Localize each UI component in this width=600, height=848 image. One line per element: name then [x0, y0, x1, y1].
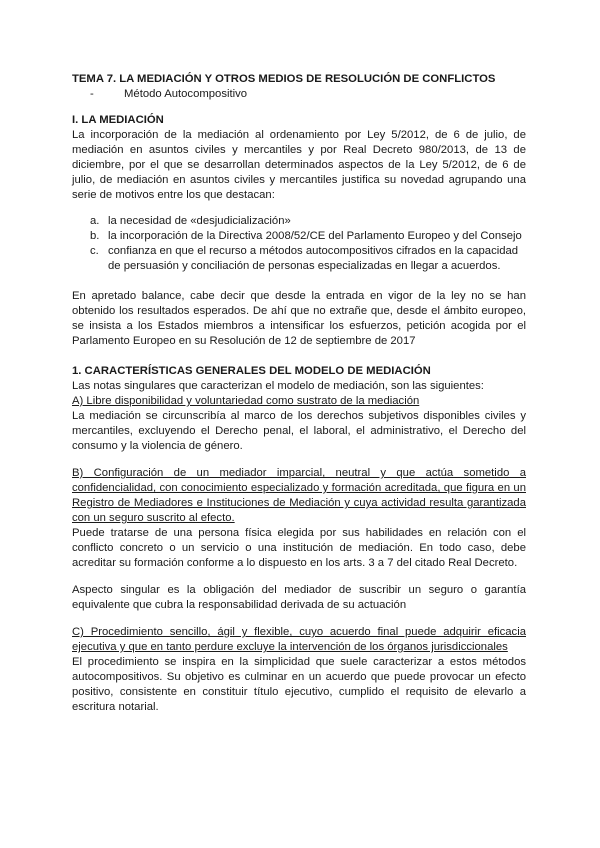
list-marker: b. — [90, 230, 100, 242]
paragraph-balance: En apretado balance, cabe decir que desde la entrada en vigor de la ley no se han obtenido los resultados esperados. De ahí que no extrañe que, desde el ámbito europeo, se insista a los Estados miembros a intensificar los esfuerzos, petición acogida por el Parlamento Europeo en su Resolución de 12 de septiembre de 2017 — [72, 290, 526, 347]
paragraph-notas: Las notas singulares que caracterizan el modelo de mediación, son las siguientes: — [72, 380, 484, 392]
subtitle-item — [90, 87, 526, 102]
list-item — [90, 229, 526, 244]
paragraph-c: El procedimiento se inspira en la simplicidad que suele caracterizar a estos métodos autocompositivos. Su objetivo es culminar en un acuerdo que puede provocar un efecto positivo, consistente en constituir título ejecutivo, cumplido el requisito de elevarlo a escritura notarial. — [72, 656, 526, 713]
document-page — [72, 72, 526, 715]
subheading-c: C) Procedimiento sencillo, ágil y flexible, cuyo acuerdo final puede adquirir eficacia ejecutiva y que en tanto perdure excluye la intervención de los órganos jurisdiccionales — [72, 626, 526, 653]
document-title: TEMA 7. LA MEDIACIÓN Y OTROS MEDIOS DE RESOLUCIÓN DE CONFLICTOS — [72, 73, 496, 85]
motives-list — [72, 214, 526, 274]
paragraph-b-note: Aspecto singular es la obligación del mediador de suscribir un seguro o garantía equivalente que cubra la responsabilidad derivada de su actuación — [72, 584, 526, 611]
list-item-text: confianza en que el recurso a métodos autocompositivos cifrados en la capacidad de persuasión y conciliación de personas especializadas en llegar a acuerdos. — [108, 245, 519, 272]
list-marker: c. — [90, 245, 99, 257]
subheading-b: B) Configuración de un mediador imparcial, neutral y que actúa sometido a confidencialidad, con conocimiento especializado y formación acreditada, que figura en un Registro de Mediadores e Instituciones de Mediación y cuya actividad resulta garantizada con un seguro suscrito al efecto. — [72, 467, 526, 524]
paragraph-b: Puede tratarse de una persona física elegida por sus habilidades en relación con el conflicto concreto o un servicio o una institución de mediación. En todo caso, debe acreditar su formación conforme a lo dispuesto en los arts. 3 a 7 del citado Real Decreto. — [72, 527, 526, 569]
dash-marker: - — [90, 88, 94, 100]
list-marker: a. — [90, 215, 100, 227]
list-item-text: la necesidad de «desjudicialización» — [108, 215, 291, 227]
subtitle-text: Método Autocompositivo — [124, 88, 248, 100]
section-heading-caracteristicas: 1. CARACTERÍSTICAS GENERALES DEL MODELO DE MEDIACIÓN — [72, 365, 431, 377]
section-heading-mediacion: I. LA MEDIACIÓN — [72, 114, 164, 126]
subheading-a: A) Libre disponibilidad y voluntariedad como sustrato de la mediación — [72, 395, 420, 407]
list-item — [90, 214, 526, 229]
paragraph-intro: La incorporación de la mediación al ordenamiento por Ley 5/2012, de 6 de julio, de mediación en asuntos civiles y mercantiles y por Real Decreto 980/2013, de 13 de diciembre, por el que se desarrollan determinados aspectos de la Ley 5/2012, de 6 de julio, de mediación en asuntos civiles y mercantiles justifica su novedad agrupando una serie de motivos entre los que destacan: — [72, 129, 526, 201]
list-item-text: la incorporación de la Directiva 2008/52/CE del Parlamento Europeo y del Consejo — [108, 230, 522, 242]
list-item — [90, 244, 526, 274]
paragraph-a: La mediación se circunscribía al marco de los derechos subjetivos disponibles civiles y mercantiles, excluyendo el Derecho penal, el laboral, el administrativo, el Derecho del consumo y la violencia de género. — [72, 410, 526, 452]
